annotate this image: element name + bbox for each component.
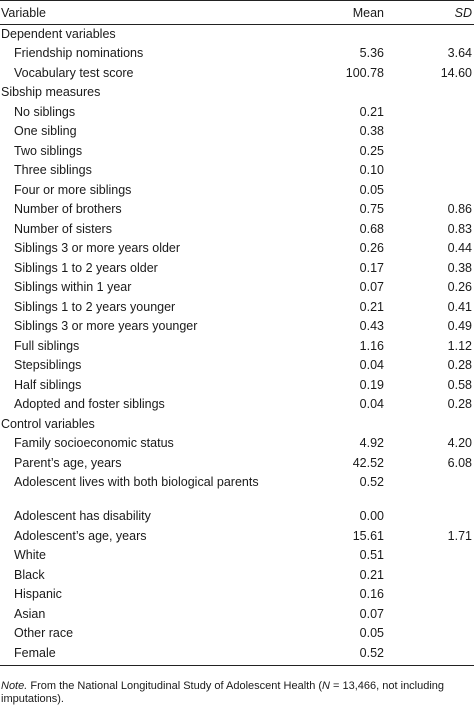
- table-body: [0, 25, 474, 666]
- row-label: Hispanic: [14, 587, 62, 601]
- row-sd: [390, 644, 474, 666]
- row-sd: [390, 142, 474, 162]
- row-label: Number of sisters: [14, 221, 112, 236]
- row-mean: 0.75: [359, 202, 384, 216]
- row-mean: 0.21: [359, 299, 384, 314]
- table-row: [0, 624, 474, 644]
- row-mean: 0.04: [359, 397, 384, 411]
- row-label: Female: [0, 644, 300, 666]
- row-sd: [390, 122, 474, 142]
- table-row: [0, 454, 474, 474]
- table-row: [0, 200, 474, 220]
- row-sd: 4.20: [447, 436, 472, 450]
- row-mean: 0.68: [359, 221, 384, 236]
- table-row: [0, 546, 474, 566]
- row-mean: 1.16: [359, 338, 384, 353]
- table-row: [0, 181, 474, 201]
- row-label: Three siblings: [14, 163, 92, 177]
- row-mean: 0.07: [359, 280, 384, 294]
- row-sd: 0.44: [447, 241, 472, 255]
- row-mean: 0.10: [359, 163, 384, 177]
- row-label: Adolescent’s age, years: [14, 528, 147, 543]
- table-row: [0, 220, 474, 240]
- row-label: Adolescent has disability: [14, 509, 151, 523]
- row-label: Asian: [14, 606, 46, 621]
- table-row: [0, 103, 474, 123]
- table-row: [0, 239, 474, 259]
- row-mean: 0.16: [359, 587, 384, 601]
- table-row: [0, 356, 474, 376]
- table-row: [0, 644, 474, 666]
- row-label: Stepsiblings: [14, 358, 82, 372]
- row-sd: 0.86: [447, 202, 472, 216]
- table-row: [0, 161, 474, 181]
- section-label: Sibship measures: [1, 85, 101, 99]
- row-label: Siblings 1 to 2 years younger: [14, 299, 176, 314]
- note-text-after: = 13,466, not including imputations).: [1, 679, 445, 705]
- row-sd: 1.12: [447, 338, 472, 353]
- row-label: White: [14, 548, 46, 562]
- table-note: [0, 666, 474, 706]
- note-text-before: From the National Longitudinal Study of Adolescent Health (: [27, 679, 323, 692]
- row-sd: [390, 566, 474, 586]
- row-mean: 0.51: [359, 548, 384, 562]
- table-row: [0, 298, 474, 318]
- row-sd: 6.08: [447, 455, 472, 470]
- row-label: Four or more siblings: [14, 182, 132, 197]
- row-label: Adolescent lives with both biological parents: [14, 475, 259, 489]
- header-sd: SD: [390, 1, 474, 25]
- row-mean: 5.36: [359, 46, 384, 60]
- row-sd: 0.41: [447, 299, 472, 314]
- header-variable: Variable: [0, 1, 300, 25]
- row-sd: 0.26: [447, 280, 472, 294]
- row-mean: 0.19: [359, 377, 384, 392]
- row-sd: [390, 103, 474, 123]
- row-sd: [390, 181, 474, 201]
- row-sd: [390, 585, 474, 605]
- row-mean: 0.04: [359, 358, 384, 372]
- row-label: Full siblings: [14, 338, 80, 353]
- row-sd: [390, 624, 474, 644]
- table-row: [0, 376, 474, 396]
- row-label: No siblings: [14, 104, 76, 119]
- table-header: [0, 1, 474, 25]
- row-mean: 0.17: [359, 260, 384, 275]
- row-label: Other race: [14, 626, 74, 640]
- header-row: [0, 1, 474, 25]
- row-sd: 0.28: [447, 397, 472, 411]
- row-sd: [390, 507, 474, 527]
- row-mean: 0.26: [359, 241, 384, 255]
- row-sd: [390, 546, 474, 566]
- row-label: Friendship nominations: [14, 46, 144, 60]
- row-sd: 0.83: [447, 221, 472, 236]
- row-mean: 0.07: [359, 606, 384, 621]
- row-sd: [390, 473, 474, 507]
- row-sd: 14.60: [440, 65, 472, 80]
- row-mean: 0.38: [359, 124, 384, 138]
- row-mean: 4.92: [359, 436, 384, 450]
- table-row: [0, 337, 474, 357]
- row-sd: 0.58: [447, 377, 472, 392]
- row-mean: 100.78: [345, 65, 384, 80]
- table-row: [0, 142, 474, 162]
- row-sd: 0.28: [447, 358, 472, 372]
- row-label: Family socioeconomic status: [14, 436, 174, 450]
- table-row: [0, 395, 474, 415]
- note-label: Note.: [1, 679, 28, 692]
- row-label: Siblings 1 to 2 years older: [14, 260, 158, 275]
- row-mean: 0.21: [359, 567, 384, 582]
- table-row: [0, 44, 474, 64]
- row-label: Siblings 3 or more years younger: [14, 319, 198, 333]
- row-mean: 0.00: [359, 509, 384, 523]
- section-row: [0, 415, 474, 435]
- table-row: [0, 278, 474, 298]
- row-sd: [390, 605, 474, 625]
- table-row: [0, 507, 474, 527]
- row-mean: 0.52: [300, 644, 390, 666]
- row-sd: 1.71: [447, 528, 472, 543]
- row-label: Siblings within 1 year: [14, 280, 132, 294]
- table-row: [0, 64, 474, 84]
- row-label: Vocabulary test score: [14, 65, 134, 80]
- row-label: One sibling: [14, 124, 77, 138]
- row-sd: 0.49: [447, 319, 472, 333]
- row-mean: 0.05: [359, 626, 384, 640]
- note-n-symbol: N: [322, 679, 330, 692]
- table-row: [0, 317, 474, 337]
- header-mean: Mean: [300, 1, 390, 25]
- row-label: Adopted and foster siblings: [14, 397, 165, 411]
- table-row: [0, 585, 474, 605]
- section-label: Control variables: [1, 416, 95, 431]
- row-mean: 42.52: [352, 455, 384, 470]
- section-row: [0, 83, 474, 103]
- row-label: Half siblings: [14, 377, 82, 392]
- table-row: [0, 527, 474, 547]
- section-row: [0, 25, 474, 45]
- row-label: Parent’s age, years: [14, 455, 122, 470]
- row-mean: 15.61: [352, 528, 384, 543]
- row-mean: 0.43: [359, 319, 384, 333]
- row-mean: 0.21: [359, 104, 384, 119]
- row-sd: 0.38: [447, 260, 472, 275]
- row-sd: 3.64: [447, 46, 472, 60]
- table-row: [0, 605, 474, 625]
- row-label: Siblings 3 or more years older: [14, 241, 181, 255]
- row-mean: 0.25: [359, 143, 384, 158]
- table-row: [0, 473, 474, 507]
- row-label: Two siblings: [14, 143, 83, 158]
- table-row: [0, 434, 474, 454]
- table-row: [0, 566, 474, 586]
- row-mean: 0.05: [359, 182, 384, 197]
- row-label: Number of brothers: [14, 202, 122, 216]
- row-sd: [390, 161, 474, 181]
- row-label: Black: [14, 567, 45, 582]
- section-label: Dependent variables: [1, 27, 116, 41]
- table-row: [0, 259, 474, 279]
- row-mean: 0.52: [359, 475, 384, 489]
- table-row: [0, 122, 474, 142]
